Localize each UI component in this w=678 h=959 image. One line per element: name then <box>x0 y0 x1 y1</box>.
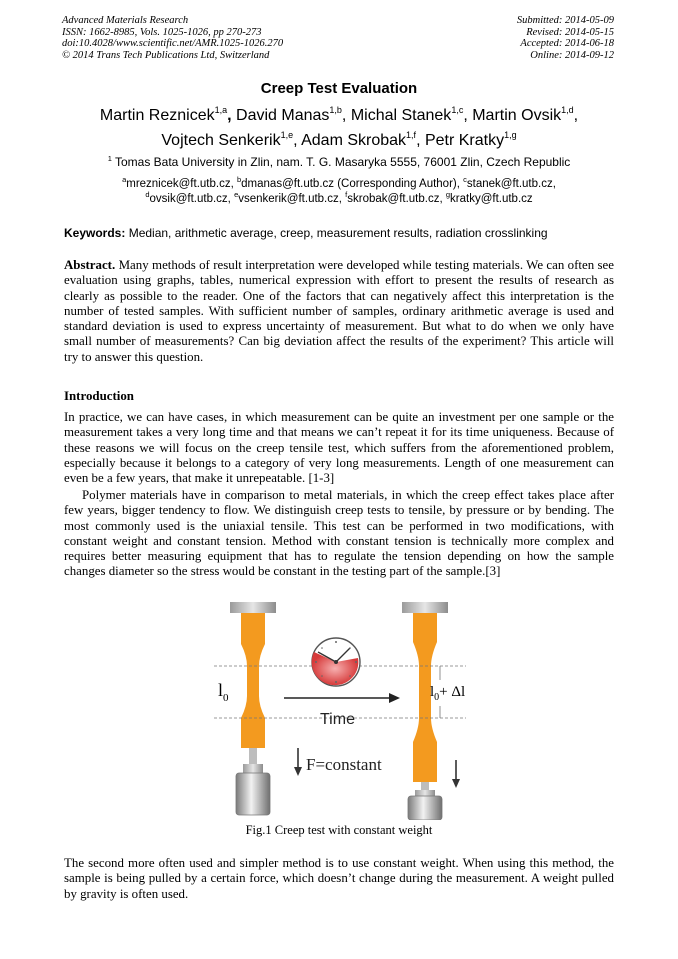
author-name: Michal Stanek <box>350 107 452 124</box>
journal-info <box>62 15 283 61</box>
figure-caption: Fig.1 Creep test with constant weight <box>245 823 433 837</box>
weight <box>236 773 270 815</box>
author-sup: 1,c <box>451 105 464 115</box>
online-date: Online: 2014-09-12 <box>530 49 614 61</box>
accepted-date: Accepted: 2014-06-18 <box>520 38 614 49</box>
affiliation <box>0 155 678 169</box>
author-name: Martin Ovsik <box>472 107 562 124</box>
arrow-head <box>452 779 460 788</box>
author-list: Martin Reznicek$^{1,a}$, David Manas$^{1,b}$, Michal Stanek$^{1,c}$, Martin Ovsik$^{1,d}$, Vojtech Senkerik$^{1,e}$, Adam Skrobak$^{1,f}$, Petr Kratky$^{1,g}$ <box>99 105 579 149</box>
submitted-date: Submitted: 2014-05-09 <box>516 15 614 26</box>
abstract-label: Abstract. <box>64 258 116 272</box>
email-link[interactable]: stanek@ft.utb.cz, <box>466 178 556 190</box>
author-name: David Manas <box>236 107 330 124</box>
email-sup: d <box>145 190 150 199</box>
author-name: Martin Reznicek <box>99 107 215 124</box>
arrow-head <box>294 767 302 776</box>
label-l0-dl-base: l <box>430 684 435 700</box>
paragraph: The second more often used and simpler method is to use constant weight. When using this method, the sample is being pulled by a certain force, which doesn’t change during the measurement. A weight pulled by gravity is often used. <box>64 856 614 901</box>
email-sup: g <box>445 190 451 199</box>
abstract-text: Many methods of result interpretation were developed while testing materials. We can often see evaluation using graphs, tables, numerical expression with effort to present the results of research as clearly as possible to the reader. One of the factors that can negatively affect this interpretation is the number of tested samples. With sufficient number of samples, ordinary arithmetic average is used and standard deviation is used to express uncertainty of measurement. But what to do when we only have small number of measurements? Can big deviation affect the results of the experiment? This article will try to answer this question. <box>64 258 614 364</box>
creep-test-figure <box>210 600 470 820</box>
author-sup: 1,b <box>329 105 342 115</box>
email-sup: a <box>122 175 127 184</box>
revised-date: Revised: 2014-05-15 <box>526 26 614 38</box>
top-grip <box>402 602 448 613</box>
paragraph: Polymer materials have in comparison to metal materials, in which the creep effect takes place after few years, bigger tendency to flow. We distinguish creep tests to tensile, by pressure or by bending. The most commonly used is the uniaxial tensile. This test can be performed in two modifications, with constant weight and constant tension. Method with constant tension is technically more complex and requires better measuring equipment that has to regulate the tension depending on how the sample changes diameter so the stress would be constant in the testing part of the sample.[3] <box>64 488 614 579</box>
creep-test-diagram <box>210 600 470 820</box>
section-heading: Introduction <box>64 389 134 403</box>
author-sup: 1,a <box>214 105 228 115</box>
weight <box>408 796 442 820</box>
label-l0-dl-rest: + Δl <box>439 684 466 700</box>
email-link[interactable]: vsenkerik@ft.utb.cz, <box>238 193 342 205</box>
clock-center <box>334 660 338 664</box>
arrow-head <box>389 693 400 703</box>
author-sup: 1,g <box>504 130 517 140</box>
top-grip <box>230 602 276 613</box>
email-link[interactable]: dmanas@ft.utb.cz (Corresponding Author), <box>241 178 460 190</box>
email-link[interactable]: ovsik@ft.utb.cz, <box>149 193 231 205</box>
author-sup: 1,f <box>406 130 417 140</box>
copyright-line: © 2014 Trans Tech Publications Ltd, Switzerland <box>62 49 270 61</box>
affiliation-text: Tomas Bata University in Zlin, nam. T. G. Masaryka 5555, 76001 Zlin, Czech Republic <box>114 155 571 169</box>
author-name: Adam Skrobak <box>301 132 407 149</box>
author-name: Vojtech Senkerik <box>161 132 281 149</box>
label-time: Time <box>320 711 355 728</box>
journal-name: Advanced Materials Research <box>62 15 189 26</box>
keywords-text: Median, arithmetic average, creep, measurement results, radiation crosslinking <box>128 226 548 240</box>
doi-line: doi:10.4028/www.scientific.net/AMR.1025-1026.270 <box>62 38 284 49</box>
hanger-rod <box>421 782 429 790</box>
author-name: Petr Kratky <box>424 132 505 149</box>
label-l0-dl-sub: 0 <box>434 692 440 703</box>
label-l0-base: l <box>218 680 224 700</box>
label-l0-sub: 0 <box>223 692 229 704</box>
keywords-label: Keywords: <box>64 226 126 240</box>
specimen <box>241 613 265 748</box>
author-sup: 1,e <box>280 130 294 140</box>
email-link[interactable]: kratky@ft.utb.cz <box>450 193 533 205</box>
label-force: F=constant <box>306 755 382 774</box>
email-sup: f <box>345 190 348 199</box>
email-link[interactable]: mreznicek@ft.utb.cz, <box>126 178 234 190</box>
email-sup: b <box>236 175 242 184</box>
hanger <box>415 790 435 796</box>
affiliation-sup: 1 <box>107 154 112 163</box>
keywords <box>64 226 548 240</box>
author-emails <box>0 177 678 207</box>
submission-dates <box>517 15 614 61</box>
label-l0-dl <box>430 684 465 703</box>
paragraph: In practice, we can have cases, in which measurement can be quite an investment per one sample or the measurement takes a very long time and that means we can’t repeat it for its time uniqueness. Because of these reasons we will focus on the creep tensile test, which suffers from the aforementioned problem, especially because it belongs to a category of very long measurements. Length of one measurement can even be a few years, that make it unrepeatable. [1-3] <box>64 410 614 486</box>
hanger-rod <box>249 748 257 764</box>
hanger <box>243 764 263 773</box>
issn-line: ISSN: 1662-8985, Vols. 1025-1026, pp 270-273 <box>62 26 262 38</box>
email-link[interactable]: skrobak@ft.utb.cz, <box>347 193 443 205</box>
abstract <box>64 258 614 365</box>
author-sup: 1,d <box>561 105 574 115</box>
email-sup: e <box>234 190 239 199</box>
paper-title: Creep Test Evaluation <box>260 80 418 97</box>
email-sup: c <box>463 175 467 184</box>
label-l0 <box>218 680 229 704</box>
